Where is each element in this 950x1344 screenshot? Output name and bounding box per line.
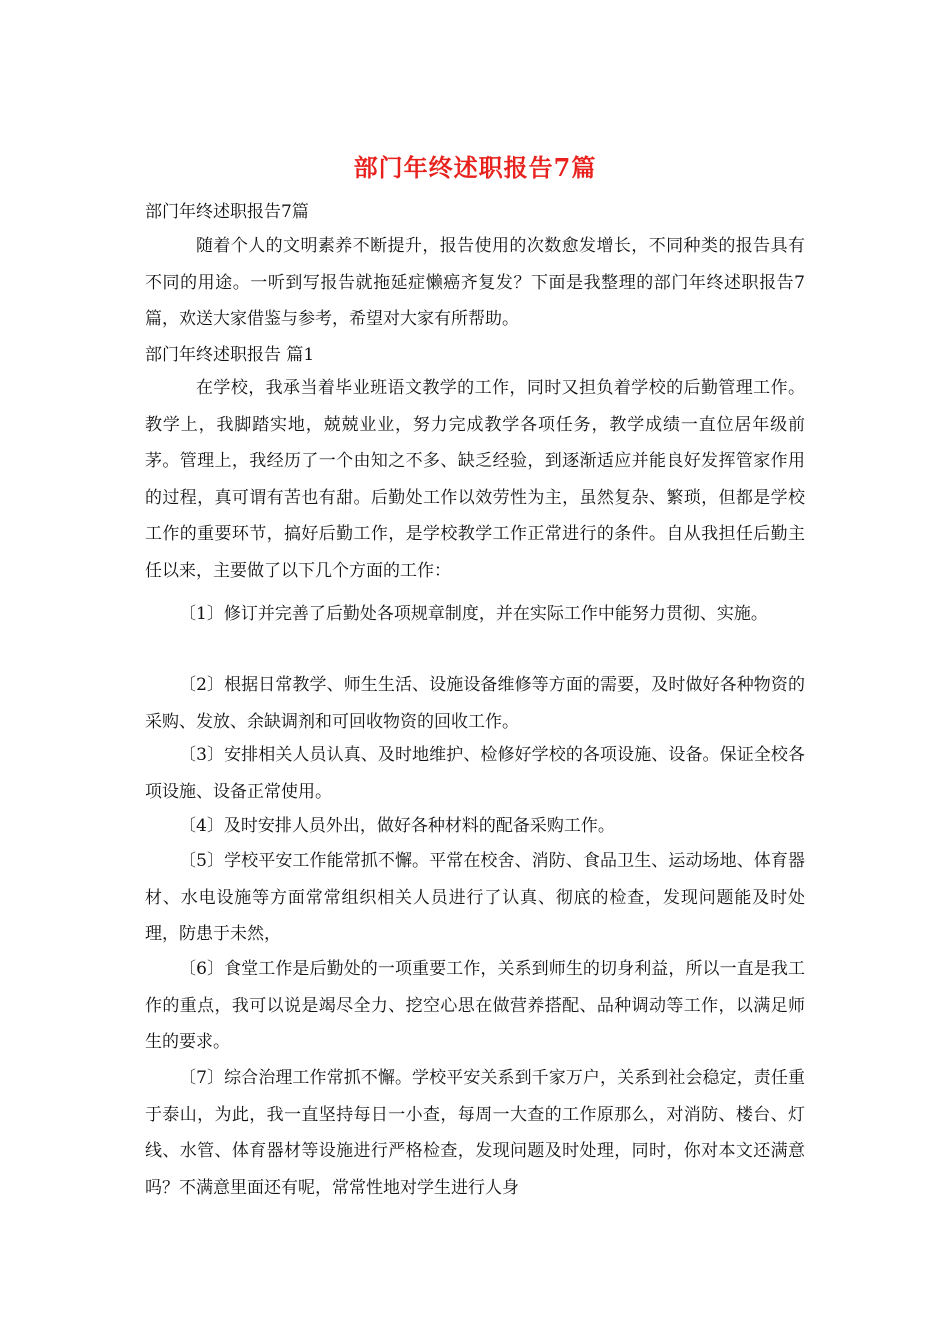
- body-paragraph: 在学校，我承当着毕业班语文教学的工作，同时又担负着学校的后勤管理工作。教学上，我脚踏实地，兢兢业业，努力完成教学各项任务，教学成绩一直位居年级前茅。管理上，我经历了一个由知之不多、缺乏经验，到逐渐适应并能良好发挥管家作用的过程，真可谓有苦也有甜。后勤处工作以效劳性为主，虽然复杂、繁琐，但都是学校工作的重要环节，搞好后勤工作，是学校教学工作正常进行的条件。自从我担任后勤主任以来，主要做了以下几个方面的工作：: [145, 378, 805, 581]
- list-item-5: 〔5〕学校平安工作能常抓不懈。平常在校舍、消防、食品卫生、运动场地、体育器材、水电设施等方面常常组织相关人员进行了认真、彻底的检查，发现问题能及时处理，防患于未然，: [145, 851, 805, 944]
- section-heading: 部门年终述职报告 篇1: [145, 345, 315, 365]
- list-item-3: 〔3〕安排相关人员认真、及时地维护、检修好学校的各项设施、设备。保证全校各项设施、设备正常使用。: [145, 745, 805, 802]
- list-item-4: 〔4〕及时安排人员外出，做好各种材料的配备采购工作。: [179, 816, 615, 836]
- list-item-6: 〔6〕食堂工作是后勤处的一项重要工作，关系到师生的切身利益，所以一直是我工作的重点，我可以说是竭尽全力、挖空心思在做营养搭配、品种调动等工作，以满足师生的要求。: [145, 959, 805, 1052]
- document-subtitle: 部门年终述职报告7篇: [145, 202, 309, 222]
- page-title: 部门年终述职报告7篇: [353, 153, 597, 182]
- list-item-7: 〔7〕综合治理工作常抓不懈。学校平安关系到千家万户，关系到社会稳定，责任重于泰山，为此，我一直坚持每日一小查，每周一大查的工作原那么，对消防、楼台、灯线、水管、体育器材等设施进行严格检查，发现问题及时处理，同时，你对本文还满意吗？不满意里面还有呢，常常性地对学生进行人身: [145, 1068, 805, 1198]
- list-item-2: 〔2〕根据日常教学、师生生活、设施设备维修等方面的需要，及时做好各种物资的采购、发放、余缺调剂和可回收物资的回收工作。: [145, 675, 805, 732]
- list-item-1: 〔1〕修订并完善了后勤处各项规章制度，并在实际工作中能努力贯彻、实施。: [179, 604, 768, 624]
- intro-paragraph: 随着个人的文明素养不断提升，报告使用的次数愈发增长，不同种类的报告具有不同的用途。一听到写报告就拖延症懒癌齐复发？下面是我整理的部门年终述职报告7篇，欢送大家借鉴与参考，希望对大家有所帮助。: [145, 236, 805, 329]
